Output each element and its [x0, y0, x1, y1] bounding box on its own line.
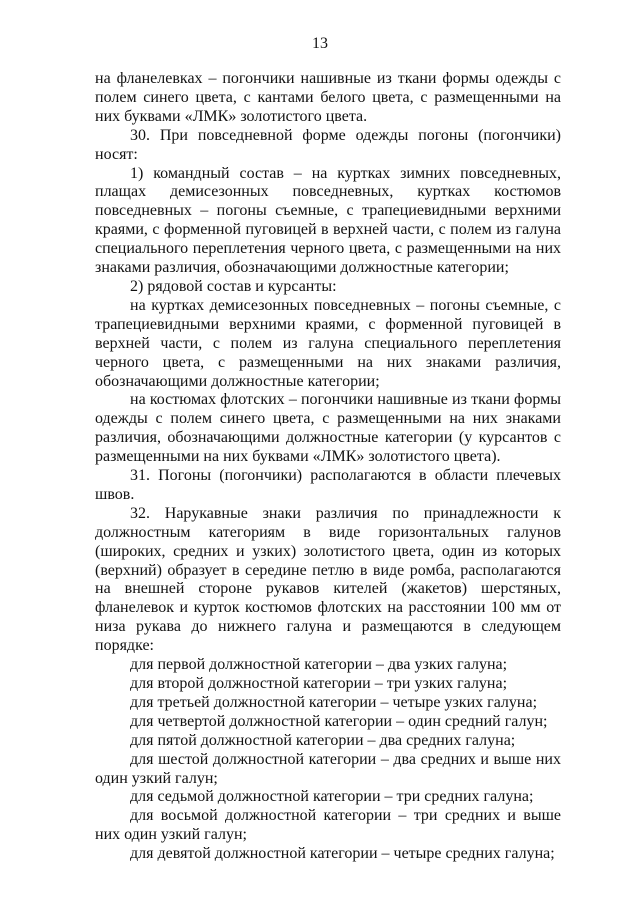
paragraph-jackets: на куртках демисезонных повседневных – погоны съемные, с трапециевидными верхними краями, с форменной пуговицей в верхней части, с полем из галуна специального переплетения черного цвета, с размещенными на них знаками различия, обозначающими должностные категории; — [95, 296, 561, 390]
paragraph-continuation: на фланелевках – погончики нашивные из ткани формы одежды с полем синего цвета, с кантами белого цвета, с размещенными на них буквами «ЛМК» золотистого цвета. — [95, 70, 561, 125]
list-item-category-5: для пятой должностной категории – два средних галуна; — [130, 731, 516, 749]
paragraph-subitem-2: 2) рядовой состав и курсанты: — [130, 277, 337, 295]
list-item-category-7: для седьмой должностной категории – три средних галуна; — [130, 788, 534, 806]
list-item-category-9: для девятой должностной категории – четыре средних галуна; — [130, 845, 555, 863]
list-item-category-3: для третьей должностной категории – четыре узких галуна; — [130, 693, 538, 711]
document-body — [95, 70, 561, 864]
list-item-category-4: для четвертой должностной категории – один средний галун; — [130, 712, 548, 730]
paragraph-item-31: 31. Погоны (погончики) располагаются в области плечевых швов. — [95, 467, 561, 503]
paragraph-subitem-1: 1) командный состав – на куртках зимних повседневных, плащах демисезонных повседневных, куртках костюмов повседневных – погоны съемные, с трапециевидными верхними краями, с форменной пуговицей в верхней части, с полем из галуна специального переплетения черного цвета, с размещенными на них знаками различия, обозначающими должностные категории; — [95, 164, 561, 277]
list-item-category-2: для второй должностной категории – три узких галуна; — [130, 675, 508, 692]
paragraph-navy-suits: на костюмах флотских – погончики нашивные из ткани формы одежды с полем синего цвета, с размещенными на них знаками различия, обозначающими должностные категории (у курсантов с размещенными на них буквами «ЛМК» золотистого цвета). — [95, 391, 561, 466]
list-item-category-1: для первой должностной категории – два узких галуна; — [130, 656, 508, 674]
paragraph-item-32: 32. Нарукавные знаки различия по принадлежности к должностным категориям в виде горизонтальных галунов (широких, средних и узких) золотистого цвета, один из которых (верхний) образует в середине петлю в виде ромба, располагаются на внешней стороне рукавов кителей (жакетов) шерстяных, фланелевок и курток костюмов флотских на расстоянии 100 мм от низа рукава до нижнего галуна и размещаются в следующем порядке: — [95, 504, 561, 655]
paragraph-item-30: 30. При повседневной форме одежды погоны (погончики) носят: — [95, 126, 561, 163]
list-item-category-6: для шестой должностной категории – два средних и выше них один узкий галун; — [95, 750, 561, 787]
list-item-category-8: для восьмой должностной категории – три средних и выше них один узкий галун; — [95, 807, 561, 844]
page-number: 13 — [312, 35, 328, 52]
